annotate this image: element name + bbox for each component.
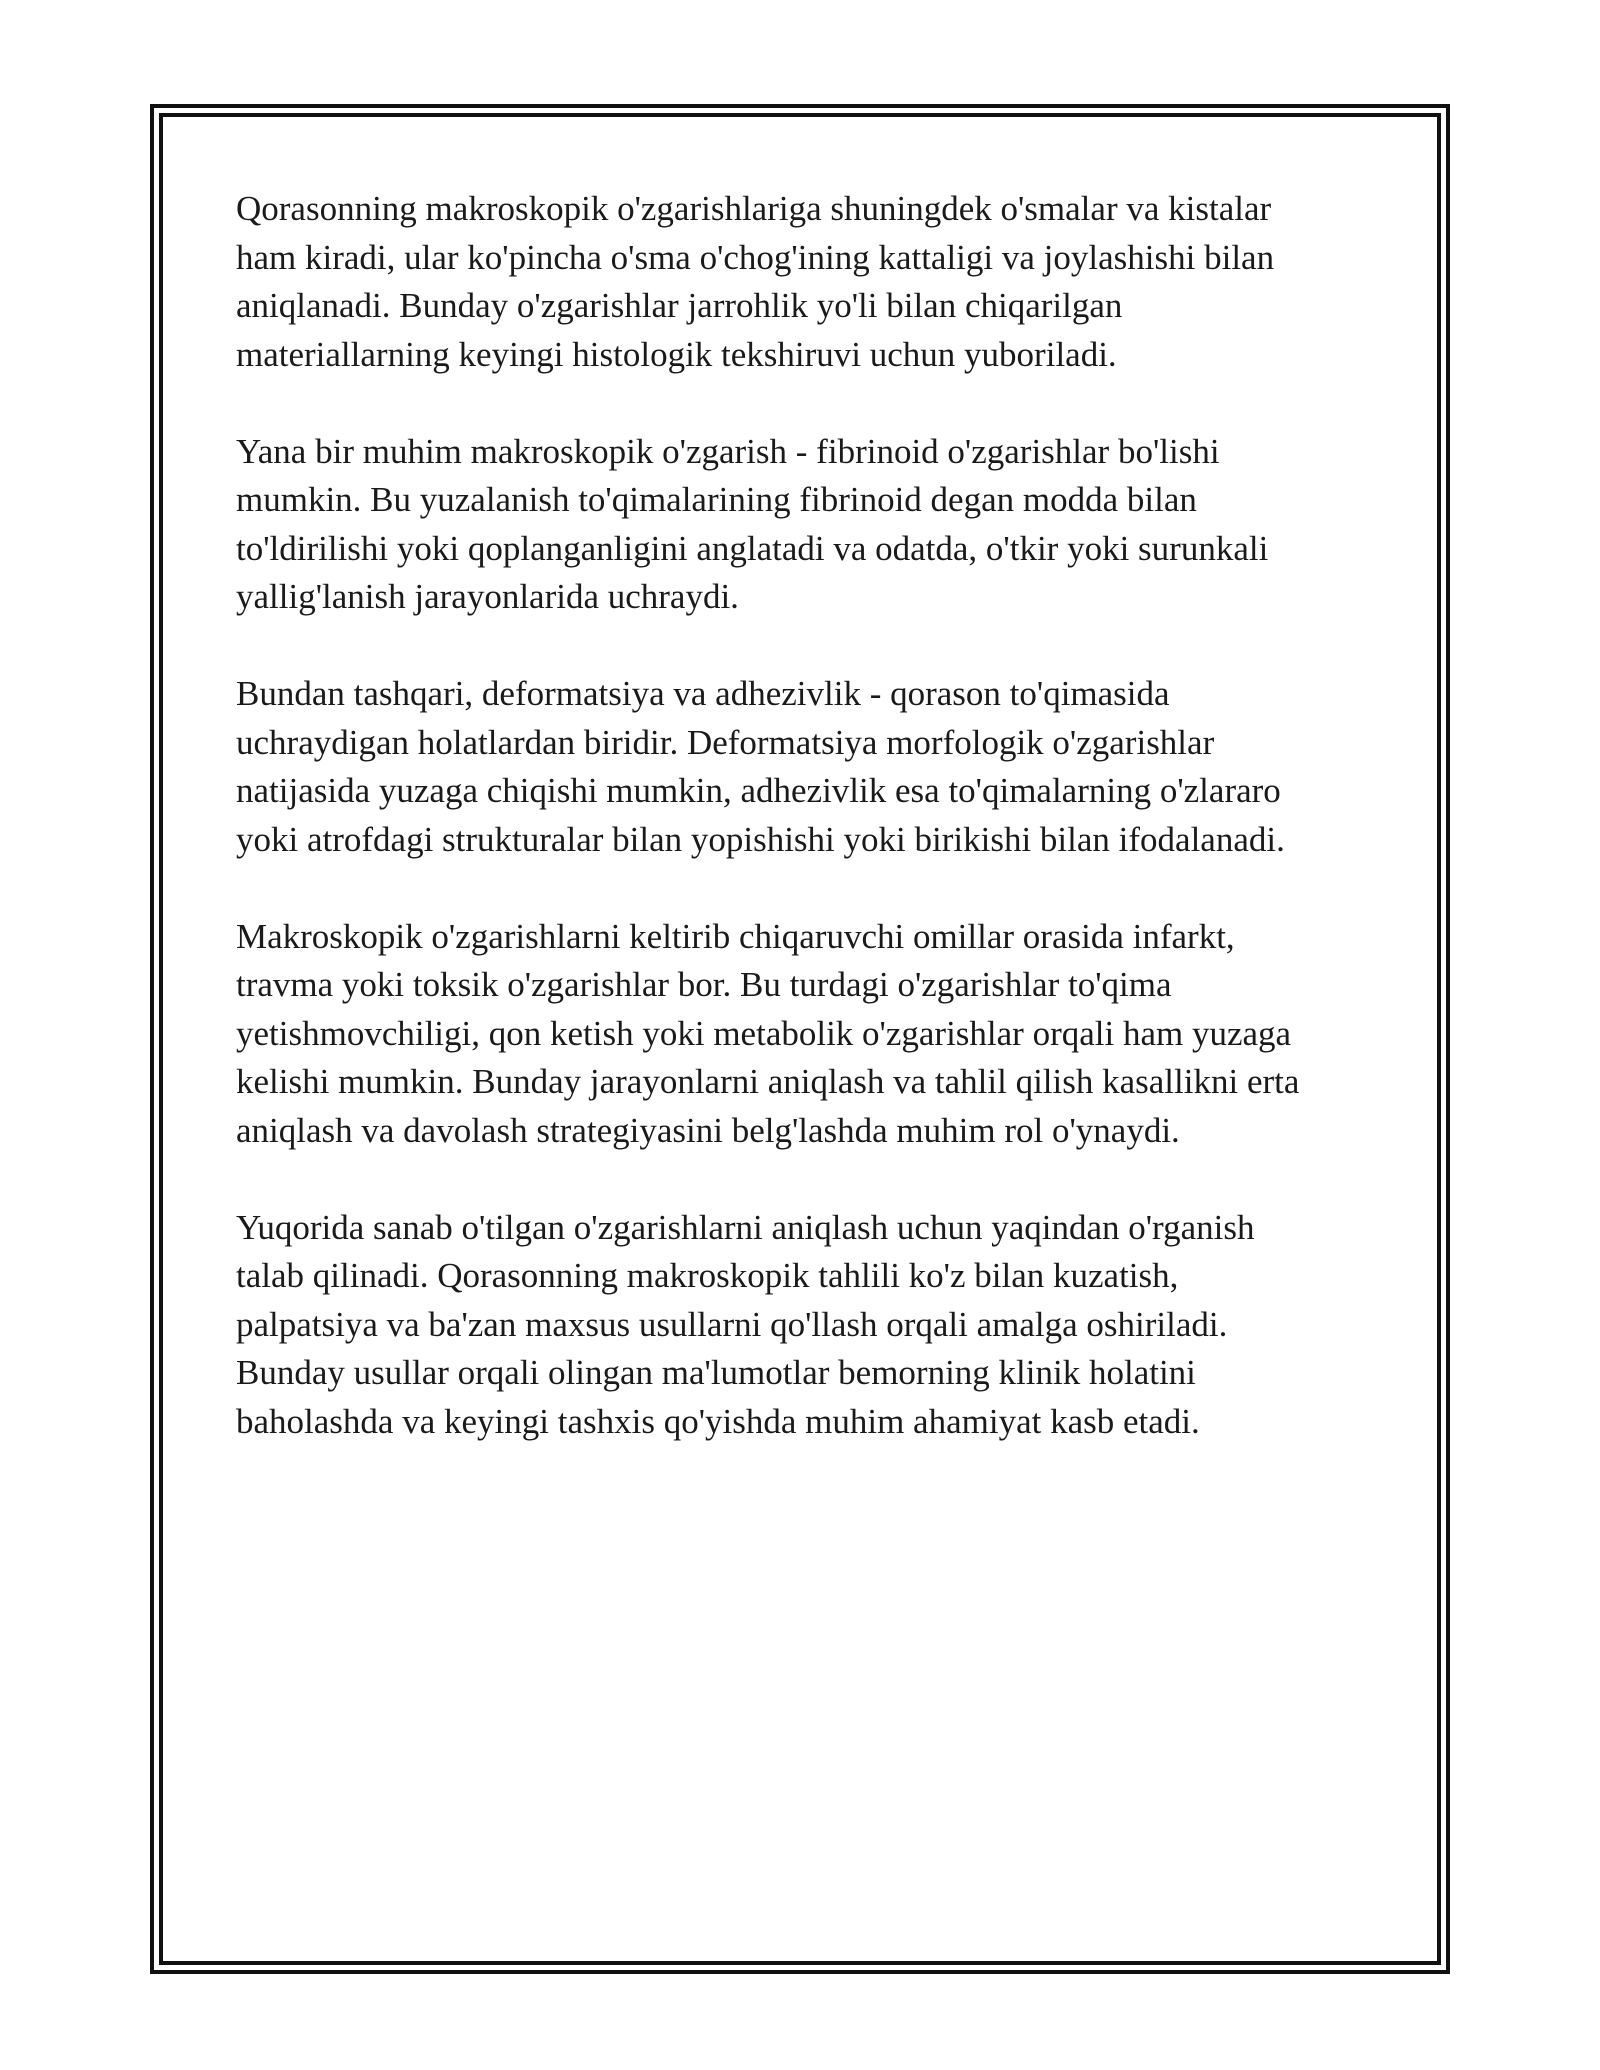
document-body bbox=[236, 185, 1386, 1495]
paragraph-1: Qorasonning makroskopik o'zgarishlariga shuningdek o'smalar va kistalar ham kiradi, ular ko'pincha o'sma o'chog'ining kattaligi va joylashishi bilan aniqlanadi. Bunday o'zgarishlar jarrohlik yo'li bilan chiqarilgan materiallarning keyingi histologik tekshiruvi uchun yuboriladi. bbox=[236, 189, 1275, 374]
paragraph-5: Yuqorida sanab o'tilgan o'zgarishlarni aniqlash uchun yaqindan o'rganish talab qilinadi. Qorasonning makroskopik tahlili ko'z bilan kuzatish, palpatsiya va ba'zan maxsus usullarni qo'llash orqali amalga oshiriladi. Bunday usullar orqali olingan ma'lumotlar bemorning klinik holatini baholashda va keyingi tashxis qo'yishda muhim ahamiyat kasb etadi. bbox=[236, 1207, 1255, 1441]
paragraph-2: Yana bir muhim makroskopik o'zgarish - fibrinoid o'zgarishlar bo'lishi mumkin. Bu yuzalanish to'qimalarining fibrinoid degan modda bilan to'ldirilishi yoki qoplanganligini anglatadi va odatda, o'tkir yoki surunkali yallig'lanish jarayonlarida uchraydi. bbox=[236, 431, 1269, 616]
paragraph-4: Makroskopik o'zgarishlarni keltirib chiqaruvchi omillar orasida infarkt, travma yoki toksik o'zgarishlar bor. Bu turdagi o'zgarishlar to'qima yetishmovchiligi, qon ketish yoki metabolik o'zgarishlar orqali ham yuzaga kelishi mumkin. Bunday jarayonlarni aniqlash va tahlil qilish kasallikni erta aniqlash va davolash strategiyasini belg'lashda muhim rol o'ynaydi. bbox=[236, 916, 1300, 1150]
paragraph-3: Bundan tashqari, deformatsiya va adhezivlik - qorason to'qimasida uchraydigan holatlardan biridir. Deformatsiya morfologik o'zgarishlar natijasida yuzaga chiqishi mumkin, adhezivlik esa to'qimalarning o'zlararo yoki atrofdagi strukturalar bilan yopishishi yoki birikishi bilan ifodalanadi. bbox=[236, 674, 1285, 859]
